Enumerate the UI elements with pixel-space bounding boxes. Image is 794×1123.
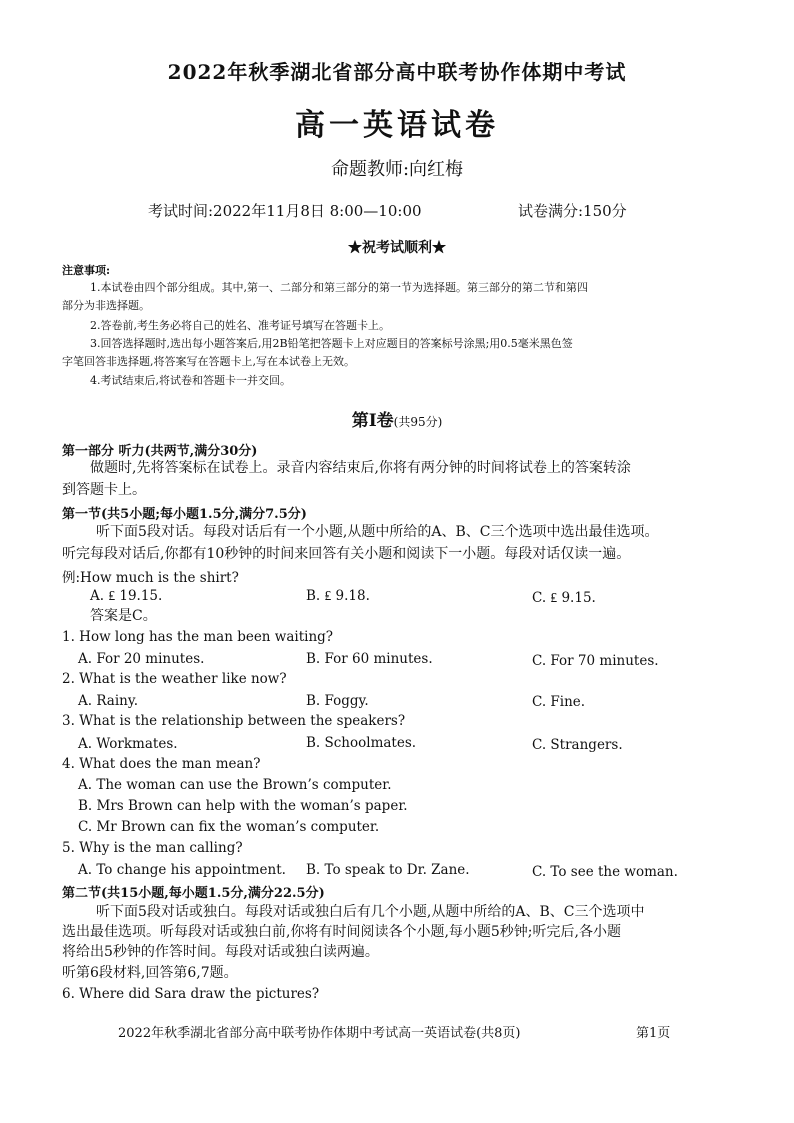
q1-option-a: A. For 20 minutes. <box>78 651 205 667</box>
q2-option-a: A. Rainy. <box>78 693 138 709</box>
volume-score: (共95分) <box>393 415 443 429</box>
q5-option-a: A. To change his appointment. <box>78 862 286 878</box>
volume-label: 第Ⅰ卷 <box>351 411 394 431</box>
q2-option-b: B. Foggy. <box>306 693 369 709</box>
sec1-heading: 第一节(共5小题;每小题1.5分,满分7.5分) <box>62 507 307 522</box>
example-option-c: C. ₤ 9.15. <box>532 590 596 606</box>
example-option-b: B. ₤ 9.18. <box>306 588 370 604</box>
notes-heading: 注意事项: <box>62 264 111 277</box>
q3-option-c: C. Strangers. <box>532 737 623 753</box>
part1-intro-cont: 到答题卡上。 <box>62 482 146 498</box>
q2-option-c: C. Fine. <box>532 694 586 710</box>
exam-title: 2022年秋季湖北省部分高中联考协作体期中考试 <box>167 60 627 84</box>
example-answer: 答案是C。 <box>90 608 157 624</box>
note-3-cont: 字笔回答非选择题,将答案写在答题卡上,写在本试卷上无效。 <box>62 355 355 368</box>
question-2: 2. What is the weather like now? <box>62 671 287 687</box>
note-3: 3.回答选择题时,选出每小题答案后,用2B铅笔把答题卡上对应题目的答案标号涂黑;用0.5毫米黑色签 <box>90 337 573 350</box>
subject-title: 高一英语试卷 <box>295 108 499 143</box>
exam-time: 考试时间:2022年11月8日 8:00—10:00 <box>148 202 422 220</box>
q3-option-a: A. Workmates. <box>78 736 178 752</box>
full-score: 试卷满分:150分 <box>518 202 627 220</box>
volume-title <box>0 406 794 431</box>
q5-option-c: C. To see the woman. <box>532 864 678 880</box>
note-4: 4.考试结束后,将试卷和答题卡一并交回。 <box>90 374 291 387</box>
material-6-label: 听第6段材料,回答第6,7题。 <box>62 965 238 981</box>
note-1: 1.本试卷由四个部分组成。其中,第一、二部分和第三部分的第一节为选择题。第三部分的第二节和第四 <box>90 281 588 294</box>
part1-intro: 做题时,先将答案标在试卷上。录音内容结束后,你将有两分钟的时间将试卷上的答案转涂 <box>90 460 631 476</box>
note-1-cont: 部分为非选择题。 <box>62 299 150 312</box>
q4-option-c: C. Mr Brown can fix the woman’s computer. <box>78 819 380 835</box>
part1-heading: 第一部分 听力(共两节,满分30分) <box>62 444 258 459</box>
q1-option-b: B. For 60 minutes. <box>306 651 433 667</box>
sec2-intro-cont-2: 将给出5秒钟的作答时间。每段对话或独白读两遍。 <box>62 944 379 960</box>
question-5: 5. Why is the man calling? <box>62 840 243 856</box>
q3-option-b: B. Schoolmates. <box>306 735 417 751</box>
example-question: 例:How much is the shirt? <box>62 570 239 586</box>
question-3: 3. What is the relationship between the speakers? <box>62 713 406 729</box>
example-option-a: A. ₤ 19.15. <box>90 588 163 604</box>
q5-option-b: B. To speak to Dr. Zane. <box>306 862 470 878</box>
setter-line: 命题教师:向红梅 <box>330 159 464 180</box>
q1-option-c: C. For 70 minutes. <box>532 653 659 669</box>
q4-option-a: A. The woman can use the Brown’s computer. <box>78 777 392 793</box>
footer-text: 2022年秋季湖北省部分高中联考协作体期中考试高一英语试卷(共8页) <box>118 1026 521 1041</box>
footer-page-number: 第1页 <box>636 1026 671 1041</box>
sec2-heading: 第二节(共15小题,每小题1.5分,满分22.5分) <box>62 886 325 901</box>
sec2-intro-cont-1: 选出最佳选项。听每段对话或独白前,你将有时间阅读各个小题,每小题5秒钟;听完后,各小题 <box>62 924 621 940</box>
question-6: 6. Where did Sara draw the pictures? <box>62 986 320 1002</box>
note-2: 2.答卷前,考生务必将自己的姓名、准考证号填写在答题卡上。 <box>90 319 390 332</box>
question-4: 4. What does the man mean? <box>62 756 261 772</box>
question-1: 1. How long has the man been waiting? <box>62 629 334 645</box>
sec2-intro: 听下面5段对话或独白。每段对话或独白后有几个小题,从题中所给的A、B、C三个选项中 <box>96 904 645 920</box>
sec1-intro-cont: 听完每段对话后,你都有10秒钟的时间来回答有关小题和阅读下一小题。每段对话仅读一遍。 <box>62 546 631 562</box>
blessing: ★祝考试顺利★ <box>348 240 446 256</box>
sec1-intro: 听下面5段对话。每段对话后有一个小题,从题中所给的A、B、C三个选项中选出最佳选项。 <box>96 524 659 540</box>
q4-option-b: B. Mrs Brown can help with the woman’s paper. <box>78 798 408 814</box>
